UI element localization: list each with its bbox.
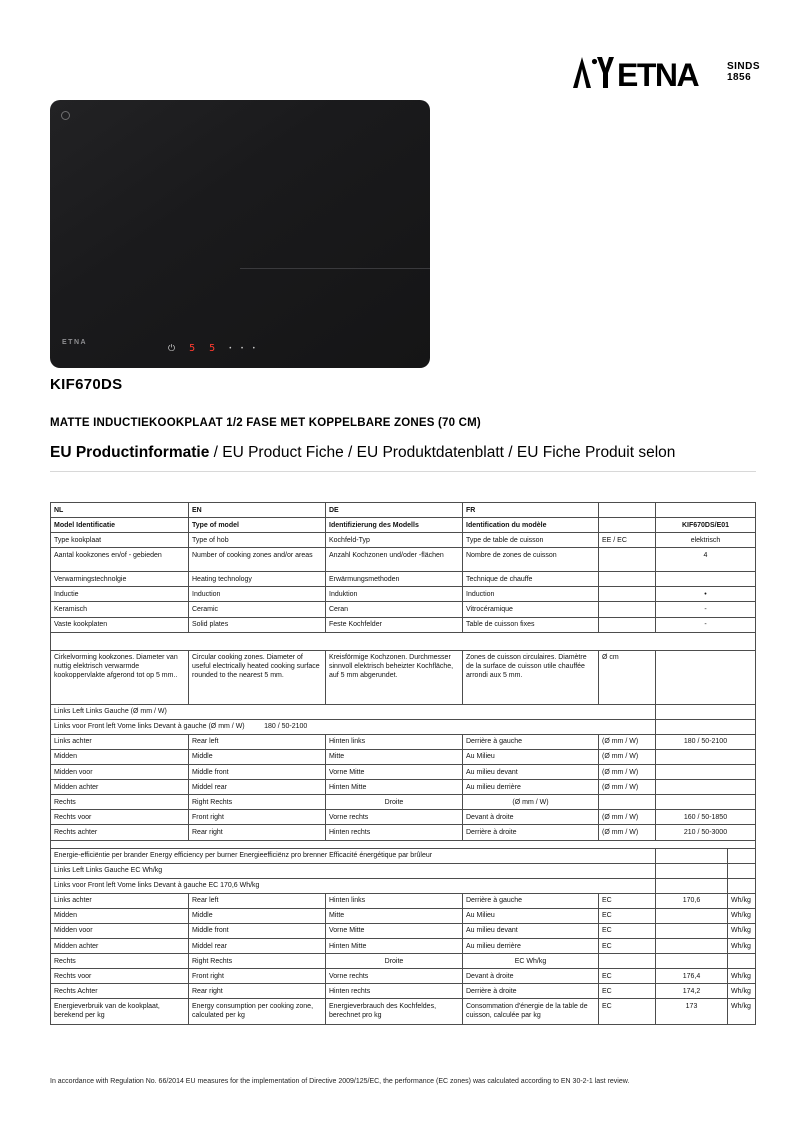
table-cell: EC <box>599 984 656 999</box>
table-cell: Wh/kg <box>728 939 756 954</box>
hob-control-panel <box>168 343 259 354</box>
table-cell: Feste Kochfelder <box>326 617 463 632</box>
table-cell: Midden <box>51 749 189 764</box>
table-cell: Type de table de cuisson <box>463 533 599 548</box>
table-cell: Links voor Front left Vorne links Devant à gauche (Ø mm / W) 180 / 50-2100 <box>51 719 656 734</box>
table-row <box>51 848 756 863</box>
table-cell: Energieverbrauch des Kochfeldes, berechnet pro kg <box>326 999 463 1025</box>
table-cell: Hinten links <box>326 734 463 749</box>
table-cell: EC <box>599 939 656 954</box>
table-cell: Rear left <box>189 734 326 749</box>
table-row <box>51 734 756 749</box>
product-fiche-table <box>50 502 756 1025</box>
table-cell: EC Wh/kg <box>463 954 599 969</box>
table-cell: Verwarmingstechnolgie <box>51 572 189 587</box>
table-cell: KIF670DS/E01 <box>656 518 756 533</box>
table-cell <box>51 632 756 650</box>
table-cell <box>656 704 756 719</box>
table-cell: Middle <box>189 749 326 764</box>
table-cell: Wh/kg <box>728 893 756 908</box>
table-cell: Rechts voor <box>51 810 189 825</box>
table-cell: EN <box>189 503 326 518</box>
table-cell: 4 <box>656 548 756 572</box>
brand-tagline-line2: 1856 <box>726 72 752 83</box>
table-cell: Induction <box>189 587 326 602</box>
table-cell: Vaste kookplaten <box>51 617 189 632</box>
table-cell: Midden achter <box>51 939 189 954</box>
table-row <box>51 572 756 587</box>
table-row <box>51 954 756 969</box>
table-cell: Links voor Front left Vorne links Devant à gauche EC 170,6 Wh/kg <box>51 878 656 893</box>
table-row <box>51 617 756 632</box>
page-title-rest-part: / EU Product Fiche / EU Produktdatenblatt / EU Fiche Produit selon <box>209 444 676 461</box>
table-cell: Au milieu devant <box>463 765 599 780</box>
table-cell <box>656 650 756 704</box>
table-cell: Hinten links <box>326 893 463 908</box>
table-cell: Middel rear <box>189 939 326 954</box>
table-cell: (Ø mm / W) <box>463 795 599 810</box>
table-cell: elektrisch <box>656 533 756 548</box>
table-cell: EC <box>599 908 656 923</box>
table-row <box>51 587 756 602</box>
table-cell: Au milieu derrière <box>463 939 599 954</box>
table-cell <box>656 765 756 780</box>
table-cell: EC <box>599 893 656 908</box>
table-cell: • <box>656 587 756 602</box>
brand-logo <box>573 55 760 89</box>
table-row <box>51 518 756 533</box>
table-cell <box>599 587 656 602</box>
table-row <box>51 999 756 1025</box>
table-row <box>51 923 756 938</box>
table-cell: Aantal kookzones en/of - gebieden <box>51 548 189 572</box>
table-row <box>51 810 756 825</box>
table-cell: Right Rechts <box>189 954 326 969</box>
table-cell: Type of hob <box>189 533 326 548</box>
table-cell: Au Milieu <box>463 749 599 764</box>
table-cell: Vorne Mitte <box>326 765 463 780</box>
table-cell: Devant à droite <box>463 810 599 825</box>
table-cell: (Ø mm / W) <box>599 734 656 749</box>
table-cell <box>656 719 756 734</box>
table-cell: Keramisch <box>51 602 189 617</box>
table-cell <box>51 840 756 848</box>
table-cell: Rear right <box>189 984 326 999</box>
table-cell: Kreisförmige Kochzonen. Durchmesser sinnvoll elektrisch beheizter Kochfläche, auf 5 mm abgerundet. <box>326 650 463 704</box>
table-cell: Rear right <box>189 825 326 840</box>
table-cell <box>656 795 756 810</box>
table-cell: Vitrocéramique <box>463 602 599 617</box>
table-row <box>51 749 756 764</box>
table-cell <box>656 923 728 938</box>
table-cell: FR <box>463 503 599 518</box>
table-cell: Zones de cuisson circulaires. Diamètre de la surface de cuisson utile chauffée arrondi aux 5 mm. <box>463 650 599 704</box>
table-cell: Hinten rechts <box>326 825 463 840</box>
table-cell <box>656 908 728 923</box>
table-cell: (Ø mm / W) <box>599 780 656 795</box>
table-cell: Identifizierung des Modells <box>326 518 463 533</box>
product-subtitle: MATTE INDUCTIEKOOKPLAAT 1/2 FASE MET KOPPELBARE ZONES (70 CM) <box>50 417 481 429</box>
table-cell: Midden voor <box>51 765 189 780</box>
table-cell: Wh/kg <box>728 999 756 1025</box>
table-cell <box>599 795 656 810</box>
etna-logo-icon <box>573 55 719 89</box>
table-cell: Mitte <box>326 749 463 764</box>
table-cell <box>728 848 756 863</box>
table-cell: (Ø mm / W) <box>599 810 656 825</box>
table-cell: Number of cooking zones and/or areas <box>189 548 326 572</box>
table-row <box>51 825 756 840</box>
table-cell: Links achter <box>51 893 189 908</box>
table-cell: Rechts <box>51 795 189 810</box>
page-title-bold-part: EU Productinformatie <box>50 444 210 461</box>
table-row <box>51 908 756 923</box>
table-row <box>51 719 756 734</box>
table-cell: Ceramic <box>189 602 326 617</box>
table-cell: 160 / 50-1850 <box>656 810 756 825</box>
table-cell: Wh/kg <box>728 908 756 923</box>
table-cell: Middle front <box>189 765 326 780</box>
hob-zone-divider-line <box>240 268 430 269</box>
brand-tagline <box>727 61 760 83</box>
svg-text:ETNA: ETNA <box>616 57 699 89</box>
table-cell <box>656 939 728 954</box>
table-cell: Erwärmungsmethoden <box>326 572 463 587</box>
table-cell: Nombre de zones de cuisson <box>463 548 599 572</box>
brand-tagline-line1: SINDS <box>726 61 760 72</box>
table-cell: - <box>656 602 756 617</box>
table-cell <box>728 954 756 969</box>
table-row <box>51 632 756 650</box>
table-cell: Midden achter <box>51 780 189 795</box>
table-cell: 176,4 <box>656 969 728 984</box>
table-cell: Middel rear <box>189 780 326 795</box>
table-cell <box>656 780 756 795</box>
table-row <box>51 780 756 795</box>
table-cell: EC <box>599 923 656 938</box>
table-cell: Au Milieu <box>463 908 599 923</box>
table-cell: Au milieu derrière <box>463 780 599 795</box>
table-cell: Wh/kg <box>728 969 756 984</box>
table-cell: Kochfeld-Typ <box>326 533 463 548</box>
table-cell: Inductie <box>51 587 189 602</box>
table-cell: EC <box>599 999 656 1025</box>
table-cell: Midden <box>51 908 189 923</box>
table-cell: Droite <box>326 954 463 969</box>
table-cell: Rechts Achter <box>51 984 189 999</box>
page-title <box>50 444 756 472</box>
table-cell: Front right <box>189 810 326 825</box>
table-cell <box>728 863 756 878</box>
table-row <box>51 939 756 954</box>
table-cell: Energy consumption per cooking zone, calculated per kg <box>189 999 326 1025</box>
table-row <box>51 795 756 810</box>
table-cell: DE <box>326 503 463 518</box>
table-cell: Vorne Mitte <box>326 923 463 938</box>
table-cell: Ceran <box>326 602 463 617</box>
table-cell: Technique de chauffe <box>463 572 599 587</box>
power-icon: ⏻ <box>168 343 176 353</box>
table-cell <box>599 503 656 518</box>
table-row <box>51 863 756 878</box>
table-cell: Energieverbruik van de kookplaat, berekend per kg <box>51 999 189 1025</box>
table-cell: Wh/kg <box>728 923 756 938</box>
table-cell: Au milieu devant <box>463 923 599 938</box>
product-model-title: KIF670DS <box>50 376 123 393</box>
table-cell <box>728 878 756 893</box>
table-cell: Links Left Links Gauche (Ø mm / W) <box>51 704 656 719</box>
table-cell: Mitte <box>326 908 463 923</box>
table-cell <box>599 518 656 533</box>
table-cell: Vorne rechts <box>326 969 463 984</box>
table-cell: Rear left <box>189 893 326 908</box>
table-cell: Links Left Links Gauche EC Wh/kg <box>51 863 656 878</box>
table-cell: Consommation d'énergie de la table de cuisson, calculée par kg <box>463 999 599 1025</box>
table-cell: Circular cooking zones. Diameter of useful electrically heated cooking surface rounded to the nearest 5 mm. <box>189 650 326 704</box>
table-row <box>51 878 756 893</box>
table-row <box>51 893 756 908</box>
table-cell: Rechts achter <box>51 825 189 840</box>
table-cell: Energie-efficiëntie per brander Energy efficiency per burner Energieefficiënz pro brenner Efficacité énergétique par brûleur <box>51 848 656 863</box>
table-cell <box>599 602 656 617</box>
table-row <box>51 650 756 704</box>
table-row <box>51 602 756 617</box>
table-row <box>51 969 756 984</box>
table-cell <box>656 878 728 893</box>
table-cell <box>599 548 656 572</box>
table-cell: Right Rechts <box>189 795 326 810</box>
table-cell: Solid plates <box>189 617 326 632</box>
table-cell <box>599 572 656 587</box>
table-cell: 173 <box>656 999 728 1025</box>
table-cell: Wh/kg <box>728 984 756 999</box>
table-cell: (Ø mm / W) <box>599 825 656 840</box>
table-row <box>51 503 756 518</box>
table-cell: Derrière à gauche <box>463 734 599 749</box>
regulation-footnote: In accordance with Regulation No. 66/2014 EU measures for the implementation of Directive 2009/125/EC, the performance (EC zones) was calculated according to EN 30-2-1 last review. <box>50 1078 630 1085</box>
table-cell: Anzahl Kochzonen und/oder -flächen <box>326 548 463 572</box>
table-cell: Identification du modèle <box>463 518 599 533</box>
table-cell <box>656 848 728 863</box>
table-cell: Hinten rechts <box>326 984 463 999</box>
table-cell: Cirkelvorming kookzones. Diameter van nuttig elektrisch verwarmde kookoppervlakte afgerond tot op 5 mm.. <box>51 650 189 704</box>
table-cell: Induction <box>463 587 599 602</box>
hob-corner-mark-icon <box>61 111 70 120</box>
table-cell <box>656 954 728 969</box>
hob-display-digit: 5 <box>209 343 216 354</box>
table-row <box>51 704 756 719</box>
table-cell: (Ø mm / W) <box>599 749 656 764</box>
table-cell: 210 / 50-3000 <box>656 825 756 840</box>
table-cell: Midden voor <box>51 923 189 938</box>
table-cell: Hinten Mitte <box>326 939 463 954</box>
table-cell: Devant à droite <box>463 969 599 984</box>
table-cell: EE / EC <box>599 533 656 548</box>
table-cell: Model Identificatie <box>51 518 189 533</box>
table-cell: Rechts <box>51 954 189 969</box>
table-cell: Derrière à gauche <box>463 893 599 908</box>
table-row <box>51 533 756 548</box>
table-row <box>51 765 756 780</box>
hob-brand-label: ETNA <box>62 339 88 346</box>
product-photo-induction-hob <box>50 100 430 368</box>
table-cell: Middle front <box>189 923 326 938</box>
table-row <box>51 984 756 999</box>
table-cell: Front right <box>189 969 326 984</box>
table-row <box>51 840 756 848</box>
table-cell <box>656 572 756 587</box>
table-cell: 174,2 <box>656 984 728 999</box>
hob-indicator-dots-icon: • • • <box>229 345 259 352</box>
table-cell: Hinten Mitte <box>326 780 463 795</box>
table-cell <box>656 749 756 764</box>
table-cell <box>599 617 656 632</box>
table-cell: Type kookplaat <box>51 533 189 548</box>
table-cell: - <box>656 617 756 632</box>
table-cell: Vorne rechts <box>326 810 463 825</box>
table-row <box>51 548 756 572</box>
table-cell: 180 / 50-2100 <box>656 734 756 749</box>
hob-display-digit: 5 <box>189 343 196 354</box>
table-cell: Derrière à droite <box>463 984 599 999</box>
table-cell: Ø cm <box>599 650 656 704</box>
table-cell: NL <box>51 503 189 518</box>
table-cell: Middle <box>189 908 326 923</box>
table-cell: Droite <box>326 795 463 810</box>
table-cell <box>599 954 656 969</box>
table-cell: Induktion <box>326 587 463 602</box>
table-cell: Heating technology <box>189 572 326 587</box>
table-cell <box>656 863 728 878</box>
table-cell: Links achter <box>51 734 189 749</box>
table-cell: EC <box>599 969 656 984</box>
table-cell: Type of model <box>189 518 326 533</box>
table-cell <box>656 503 756 518</box>
table-cell: Rechts voor <box>51 969 189 984</box>
table-cell: 170,6 <box>656 893 728 908</box>
table-cell: Derrière à droite <box>463 825 599 840</box>
table-cell: (Ø mm / W) <box>599 765 656 780</box>
table-cell: Table de cuisson fixes <box>463 617 599 632</box>
